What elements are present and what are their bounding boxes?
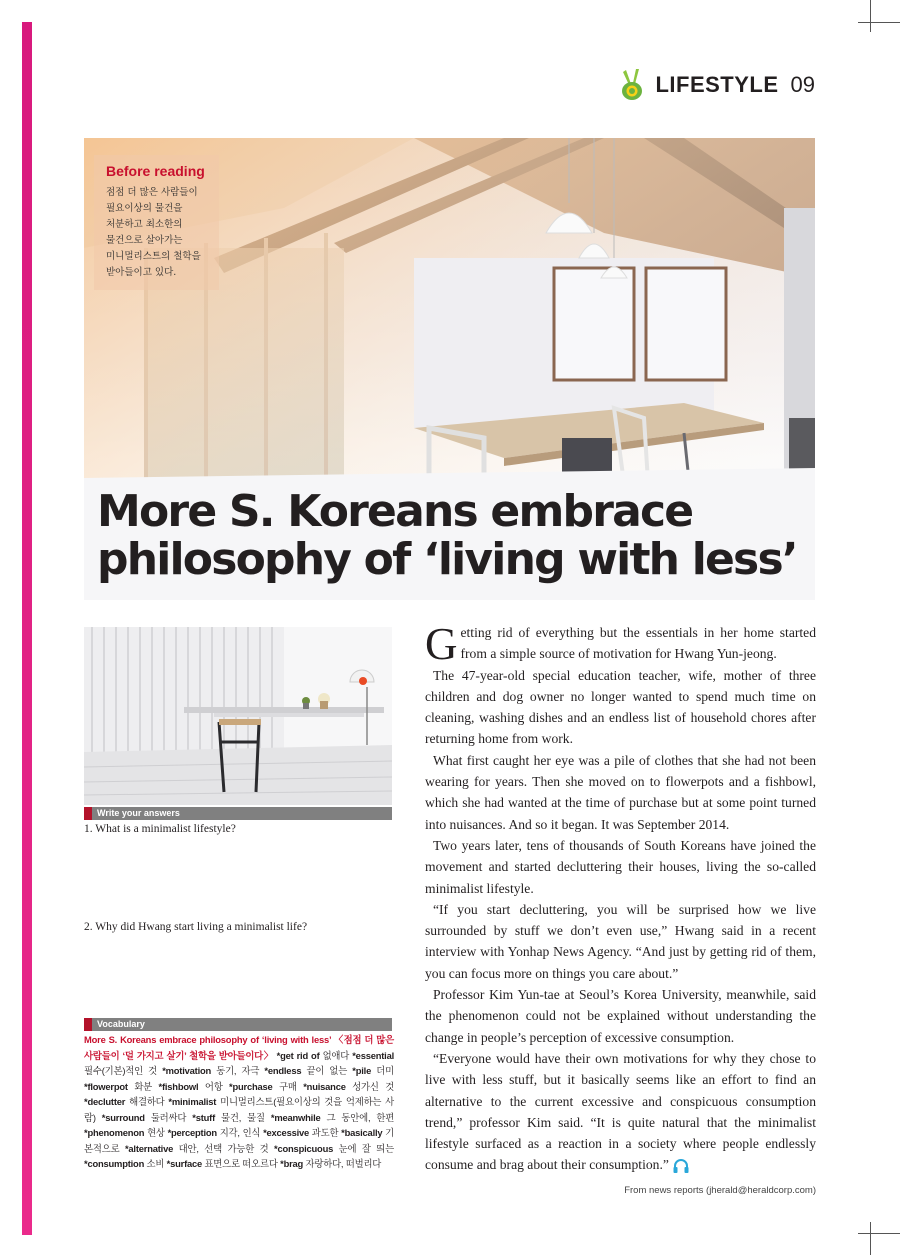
vocab-meaning: 대안, 선택 가능한 것: [178, 1142, 269, 1154]
article-paragraph: Two years later, tens of thousands of South Koreans have joined the movement and started decluttering their houses, living the so-called minimalist lifestyle.: [425, 837, 816, 896]
title-line-2: philosophy of ‘living with less’: [97, 534, 797, 585]
vocab-term: *basically: [341, 1127, 383, 1138]
crop-mark: [858, 22, 900, 23]
article-paragraph: Professor Kim Yun-tae at Seoul’s Korea University, meanwhile, said the phenomenon could not be explained without understanding the change in people’s perception of excessive consumption.: [425, 987, 816, 1045]
vocab-term: *declutter: [84, 1096, 126, 1107]
before-reading-text: [106, 185, 207, 281]
article-paragraph: “If you start decluttering, you will be surprised how we live surrounded by stuff we don’t even use,” Hwang said in a recent interview with Yonhap News Agency. “And just by getting rid of them, you can focus more on things you care about.”: [425, 901, 816, 981]
vocab-term: *alternative: [124, 1142, 174, 1154]
vocab-meaning: 해결하다: [129, 1096, 165, 1107]
before-reading-line: 점점 더 많은 사람들이: [106, 187, 198, 198]
vocab-term: *pile: [352, 1065, 372, 1076]
page-header: [617, 68, 815, 102]
section-title: LIFESTYLE: [655, 72, 779, 97]
vocab-meaning: 동기, 자극: [216, 1065, 260, 1076]
before-reading-line: 미니멀리스트의 철학을: [106, 251, 201, 262]
before-reading-line: 받아들이고 있다.: [106, 267, 177, 278]
vocab-meaning: 성가신 것: [352, 1080, 395, 1092]
article-paragraph: [425, 1048, 816, 1196]
article-paragraph-text: etting rid of everything but the essentials in her home started from a simple source of motivation for Hwang Yun-jeong.: [460, 625, 816, 662]
victory-hand-icon: [617, 68, 647, 102]
before-reading-line: 물건으로 살아가는: [106, 235, 183, 246]
vocab-term: *perception: [167, 1127, 217, 1138]
question-2: 2. Why did Hwang start living a minimalist life?: [84, 921, 308, 933]
vocab-term: *conspicuous: [274, 1142, 334, 1154]
vocab-meaning: 더미: [376, 1065, 394, 1076]
vocab-term: *flowerpot: [84, 1080, 128, 1092]
vocab-term: *excessive: [263, 1127, 310, 1138]
vocab-meaning: 필수(기본)적인 것: [84, 1065, 158, 1076]
vocab-meaning: 구매: [279, 1080, 297, 1092]
title-line-1: More S. Koreans embrace: [97, 486, 693, 537]
article-body: [425, 619, 816, 1201]
question-1: 1. What is a minimalist lifestyle?: [84, 823, 236, 835]
minimalist-room-photo: [84, 627, 392, 805]
news-source: From news reports (jherald@heraldcorp.com): [624, 1184, 816, 1196]
vocab-term: *nuisance: [303, 1080, 346, 1092]
before-reading-box: [94, 155, 219, 290]
vocab-meaning: 과도한: [311, 1127, 339, 1138]
page-number: 09: [790, 72, 815, 97]
vocab-meaning: 어항: [204, 1080, 223, 1092]
vocab-meaning: 기본적으로: [84, 1127, 395, 1154]
vocab-meaning: 둘러싸다: [150, 1111, 187, 1123]
crop-mark: [870, 0, 871, 32]
vocab-meaning: 그 동안에, 한편: [326, 1111, 395, 1123]
vocab-meaning: 표면으로 떠오르다: [204, 1158, 278, 1169]
vocab-term: *endless: [264, 1065, 302, 1076]
before-reading-heading: Before reading: [106, 163, 205, 179]
vocab-term: *meanwhile: [270, 1111, 321, 1123]
vocabulary-text: [84, 1032, 394, 1172]
vocab-meaning: 없애다: [322, 1049, 350, 1061]
vocabulary-headline: More S. Koreans embrace philosophy of ‘living with less’ 〈점점 더 많은 사람들이 ‘덜 가지고 살기’ 철학을 받아들이다〉: [84, 1034, 394, 1061]
vocab-meaning: 미니멀리스트(필요이상의 것을 억제하는 사람): [84, 1096, 394, 1123]
write-answers-label: Write your answers: [84, 807, 392, 820]
vocab-term: *motivation: [162, 1065, 212, 1076]
article-paragraph: [425, 619, 816, 669]
crop-mark: [870, 1222, 871, 1255]
vocabulary-label: Vocabulary: [84, 1018, 392, 1031]
article-paragraph-text: “Everyone would have their own motivations for why they chose to live with less stuff, but it basically seems like an effort to find an alternative to the current excessive and conspicuous consumption trend,” professor Kim said. “It is quite natural that the minimalist lifestyle surfaced as a reaction in a society where people endlessly consume and brag about their consumption.”: [425, 1050, 816, 1173]
vocab-meaning: 현상: [147, 1127, 165, 1138]
vocab-term: *purchase: [229, 1080, 273, 1092]
vocab-term: *essential: [352, 1049, 395, 1061]
article-paragraph: The 47-year-old special education teacher, wife, mother of three children and dog owner no longer wanted to spend much time on cleaning, washing dishes and an endless list of household chores after returning home from work.: [425, 667, 816, 747]
before-reading-line: 처분하고 최소한의: [106, 219, 183, 230]
vocab-term: *stuff: [192, 1111, 216, 1123]
article-paragraph: What first caught her eye was a pile of clothes that she had not been wearing for years. Then she moved on to flowerpots and a fishbowl, which she had wanted at the time of purchase but at some point turned into nuisances. And so it began. It was September 2014.: [425, 752, 816, 832]
vocab-term: *surface: [166, 1158, 203, 1169]
vocab-meaning: 소비: [146, 1158, 165, 1169]
vocab-meaning: 끝이 없는: [306, 1065, 348, 1076]
magenta-side-strip: [22, 22, 32, 1235]
vocab-term: *minimalist: [168, 1096, 217, 1107]
vocab-term: *brag: [280, 1158, 304, 1169]
vocab-term: *consumption: [84, 1158, 145, 1169]
room-illustration: [84, 627, 392, 805]
vocab-meaning: 화분: [134, 1080, 153, 1092]
vocab-meaning: 지각, 인식: [219, 1127, 261, 1138]
before-reading-line: 필요이상의 물건을: [106, 203, 183, 214]
vocab-meaning: 자랑하다, 떠벌리다: [305, 1158, 382, 1169]
crop-mark: [858, 1233, 900, 1234]
vocab-term: *get rid of: [276, 1049, 320, 1061]
drop-cap: G: [425, 619, 458, 669]
article-title: [97, 488, 797, 584]
vocab-term: *phenomenon: [84, 1127, 145, 1138]
vocab-term: *surround: [101, 1111, 145, 1123]
vocab-meaning: 눈에 잘 띄는: [338, 1142, 394, 1154]
vocab-term: *fishbowl: [158, 1080, 199, 1092]
headphones-icon: [672, 1158, 690, 1174]
vocab-meaning: 물건, 물질: [221, 1111, 265, 1123]
